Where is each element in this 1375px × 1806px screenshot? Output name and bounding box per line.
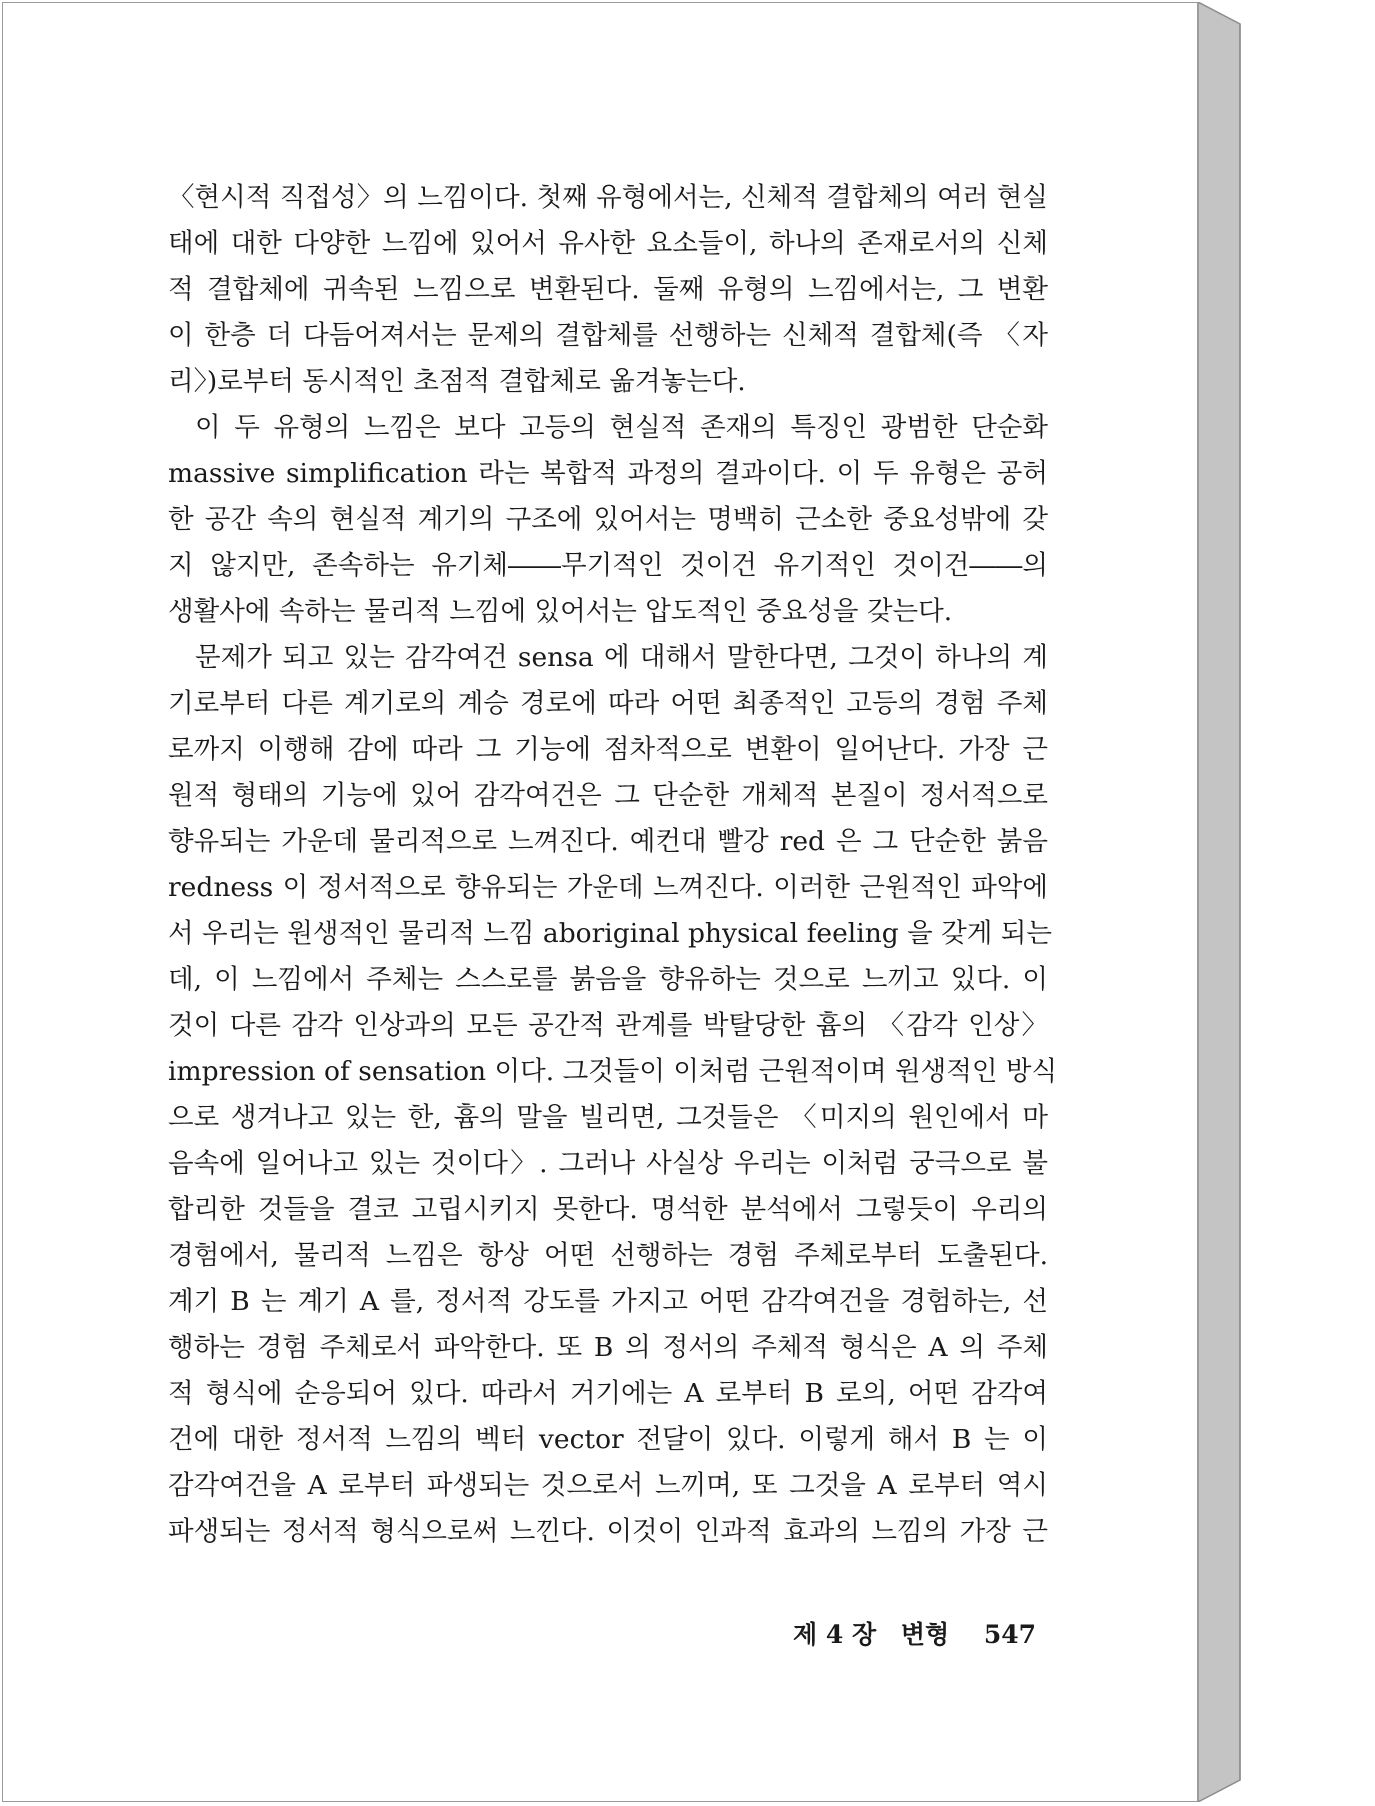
text-line: 적 형식에 순응되어 있다. 따라서 거기에는 A 로부터 B 로의, 어떤 감각여	[168, 1378, 1048, 1409]
text-line: 파생되는 정서적 형식으로써 느낀다. 이것이 인과적 효과의 느낌의 가장 근	[168, 1516, 1048, 1547]
text-line: 음속에 일어나고 있는 것이다〉. 그러나 사실상 우리는 이처럼 궁극으로 불	[168, 1148, 1048, 1179]
text-line: 합리한 것들을 결코 고립시키지 못한다. 명석한 분석에서 그렇듯이 우리의	[168, 1194, 1048, 1225]
text-line: redness 이 정서적으로 향유되는 가운데 느껴진다. 이러한 근원적인 파악에	[168, 872, 1048, 903]
text-line: 원적 형태의 기능에 있어 감각여건은 그 단순한 개체적 본질이 정서적으로	[168, 780, 1048, 811]
text-line: 것이 다른 감각 인상과의 모든 공간적 관계를 박탈당한 흄의 〈감각 인상〉	[168, 1010, 1048, 1041]
text-line: 생활사에 속하는 물리적 느낌에 있어서는 압도적인 중요성을 갖는다.	[168, 596, 953, 627]
text-line: 서 우리는 원생적인 물리적 느낌 aboriginal physical feeling 을 갖게 되는	[168, 918, 1053, 949]
book-spine-edge	[1198, 2, 1250, 1802]
text-line: 한 공간 속의 현실적 계기의 구조에 있어서는 명백히 근소한 중요성밖에 갖	[168, 504, 1048, 535]
chapter-label: 제 4 장	[793, 1620, 877, 1649]
text-line: 지 않지만, 존속하는 유기체――무기적인 것이건 유기적인 것이건――의	[168, 550, 1048, 581]
text-line: 문제가 되고 있는 감각여건 sensa 에 대해서 말한다면, 그것이 하나의 계	[195, 642, 1048, 673]
text-line: 데, 이 느낌에서 주체는 스스로를 붉음을 향유하는 것으로 느끼고 있다. 이	[168, 964, 1048, 995]
text-line: 감각여건을 A 로부터 파생되는 것으로서 느끼며, 또 그것을 A 로부터 역시	[168, 1470, 1048, 1501]
text-line: 건에 대한 정서적 느낌의 벡터 vector 전달이 있다. 이렇게 해서 B 는 이	[168, 1424, 1048, 1455]
text-line: massive simplification 라는 복합적 과정의 결과이다. 이 두 유형은 공허	[168, 458, 1048, 489]
body-text	[168, 175, 1058, 1555]
text-line: 적 결합체에 귀속된 느낌으로 변환된다. 둘째 유형의 느낌에서는, 그 변환	[168, 274, 1048, 305]
book-page	[2, 2, 1198, 1802]
text-line: 리〉)로부터 동시적인 초점적 결합체로 옮겨놓는다.	[168, 366, 746, 397]
text-line: 기로부터 다른 계기로의 계승 경로에 따라 어떤 최종적인 고등의 경험 주체	[168, 688, 1048, 719]
text-line: 계기 B 는 계기 A 를, 정서적 강도를 가지고 어떤 감각여건을 경험하는, 선	[168, 1286, 1048, 1317]
text-line: 행하는 경험 주체로서 파악한다. 또 B 의 정서의 주체적 형식은 A 의 주체	[168, 1332, 1048, 1363]
text-line: 태에 대한 다양한 느낌에 있어서 유사한 요소들이, 하나의 존재로서의 신체	[168, 228, 1048, 259]
text-line: 〈현시적 직접성〉의 느낌이다. 첫째 유형에서는, 신체적 결합체의 여러 현실	[168, 182, 1048, 213]
text-line: 이 두 유형의 느낌은 보다 고등의 현실적 존재의 특징인 광범한 단순화	[195, 412, 1048, 443]
text-line: 로까지 이행해 감에 따라 그 기능에 점차적으로 변환이 일어난다. 가장 근	[168, 734, 1048, 765]
text-line: 향유되는 가운데 물리적으로 느껴진다. 예컨대 빨강 red 은 그 단순한 붉음	[168, 826, 1048, 857]
text-line: 으로 생겨나고 있는 한, 흄의 말을 빌리면, 그것들은 〈미지의 원인에서 마	[168, 1102, 1048, 1133]
spine-shape	[1198, 2, 1250, 1802]
text-line: impression of sensation 이다. 그것들이 이처럼 근원적이며 원생적인 방식	[168, 1056, 1058, 1087]
running-footer	[793, 1615, 1037, 1651]
page-number: 547	[983, 1620, 1037, 1649]
text-line: 이 한층 더 다듬어져서는 문제의 결합체를 선행하는 신체적 결합체(즉 〈자	[168, 320, 1048, 351]
chapter-title: 변형	[900, 1620, 950, 1649]
text-line: 경험에서, 물리적 느낌은 항상 어떤 선행하는 경험 주체로부터 도출된다.	[168, 1240, 1048, 1271]
